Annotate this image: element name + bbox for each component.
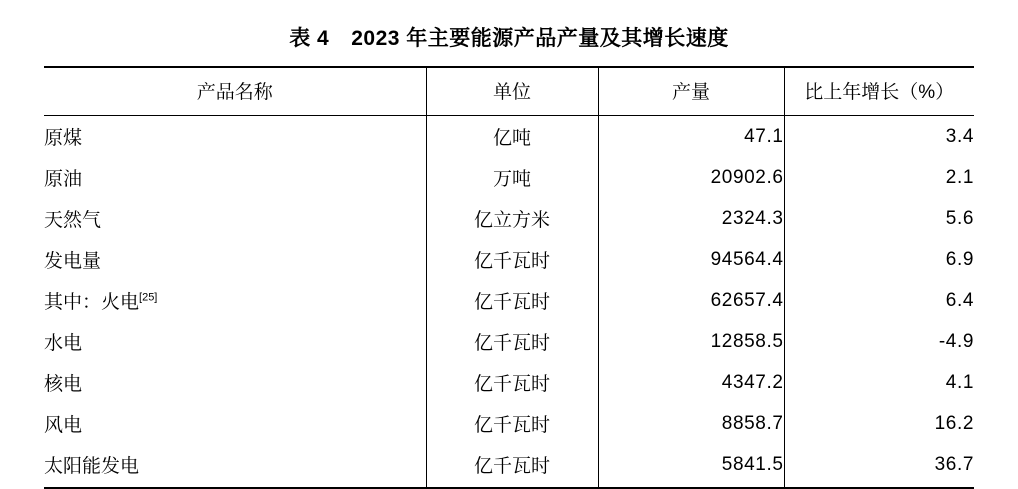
cell-output: 2324.3 [598, 198, 784, 239]
cell-growth: 2.1 [784, 157, 974, 198]
cell-product-name [44, 362, 426, 403]
cell-product-name [44, 198, 426, 239]
cell-output: 8858.7 [598, 403, 784, 444]
cell-unit: 亿千瓦时 [426, 321, 598, 362]
cell-output: 12858.5 [598, 321, 784, 362]
product-name-text: 其中：火电 [44, 292, 140, 313]
cell-growth: 3.4 [784, 116, 974, 158]
cell-product-name [44, 280, 426, 321]
product-name-text: 天然气 [44, 210, 102, 231]
product-name-text: 发电量 [44, 251, 102, 272]
energy-production-table [44, 66, 974, 489]
cell-growth: 5.6 [784, 198, 974, 239]
table-row [44, 198, 974, 239]
product-name-text: 核电 [44, 374, 83, 395]
column-header-unit: 单位 [426, 67, 598, 116]
cell-growth: 6.4 [784, 280, 974, 321]
table-body [44, 116, 974, 489]
cell-unit: 亿千瓦时 [426, 239, 598, 280]
product-name-text: 原油 [44, 169, 83, 190]
cell-unit: 万吨 [426, 157, 598, 198]
table-row [44, 444, 974, 488]
cell-unit: 亿立方米 [426, 198, 598, 239]
table-row [44, 362, 974, 403]
cell-product-name [44, 444, 426, 488]
cell-growth: -4.9 [784, 321, 974, 362]
table-row [44, 403, 974, 444]
table-row [44, 116, 974, 158]
product-name-text: 风电 [44, 415, 83, 436]
table-row [44, 157, 974, 198]
cell-product-name [44, 157, 426, 198]
cell-output: 20902.6 [598, 157, 784, 198]
cell-unit: 亿吨 [426, 116, 598, 158]
cell-product-name [44, 321, 426, 362]
cell-output: 4347.2 [598, 362, 784, 403]
table-title-label: 表 4 [289, 27, 330, 50]
table-header [44, 67, 974, 116]
cell-output: 5841.5 [598, 444, 784, 488]
cell-growth: 36.7 [784, 444, 974, 488]
cell-output: 47.1 [598, 116, 784, 158]
product-name-text: 原煤 [44, 128, 83, 149]
cell-product-name [44, 116, 426, 158]
cell-unit: 亿千瓦时 [426, 403, 598, 444]
cell-growth: 4.1 [784, 362, 974, 403]
table-row [44, 280, 974, 321]
footnote-marker: [25] [139, 291, 158, 304]
table-row [44, 321, 974, 362]
column-header-growth: 比上年增长（%） [784, 67, 974, 116]
cell-product-name [44, 239, 426, 280]
cell-product-name [44, 403, 426, 444]
product-name-text: 水电 [44, 333, 83, 354]
column-header-output: 产量 [598, 67, 784, 116]
cell-unit: 亿千瓦时 [426, 444, 598, 488]
cell-growth: 16.2 [784, 403, 974, 444]
product-name-text: 太阳能发电 [44, 456, 140, 477]
table-row [44, 239, 974, 280]
cell-growth: 6.9 [784, 239, 974, 280]
table-header-row [44, 67, 974, 116]
cell-output: 62657.4 [598, 280, 784, 321]
cell-output: 94564.4 [598, 239, 784, 280]
cell-unit: 亿千瓦时 [426, 362, 598, 403]
table-title [0, 0, 1018, 66]
column-header-product-name: 产品名称 [44, 67, 426, 116]
table-title-text: 2023 年主要能源产品产量及其增长速度 [351, 27, 729, 50]
cell-unit: 亿千瓦时 [426, 280, 598, 321]
